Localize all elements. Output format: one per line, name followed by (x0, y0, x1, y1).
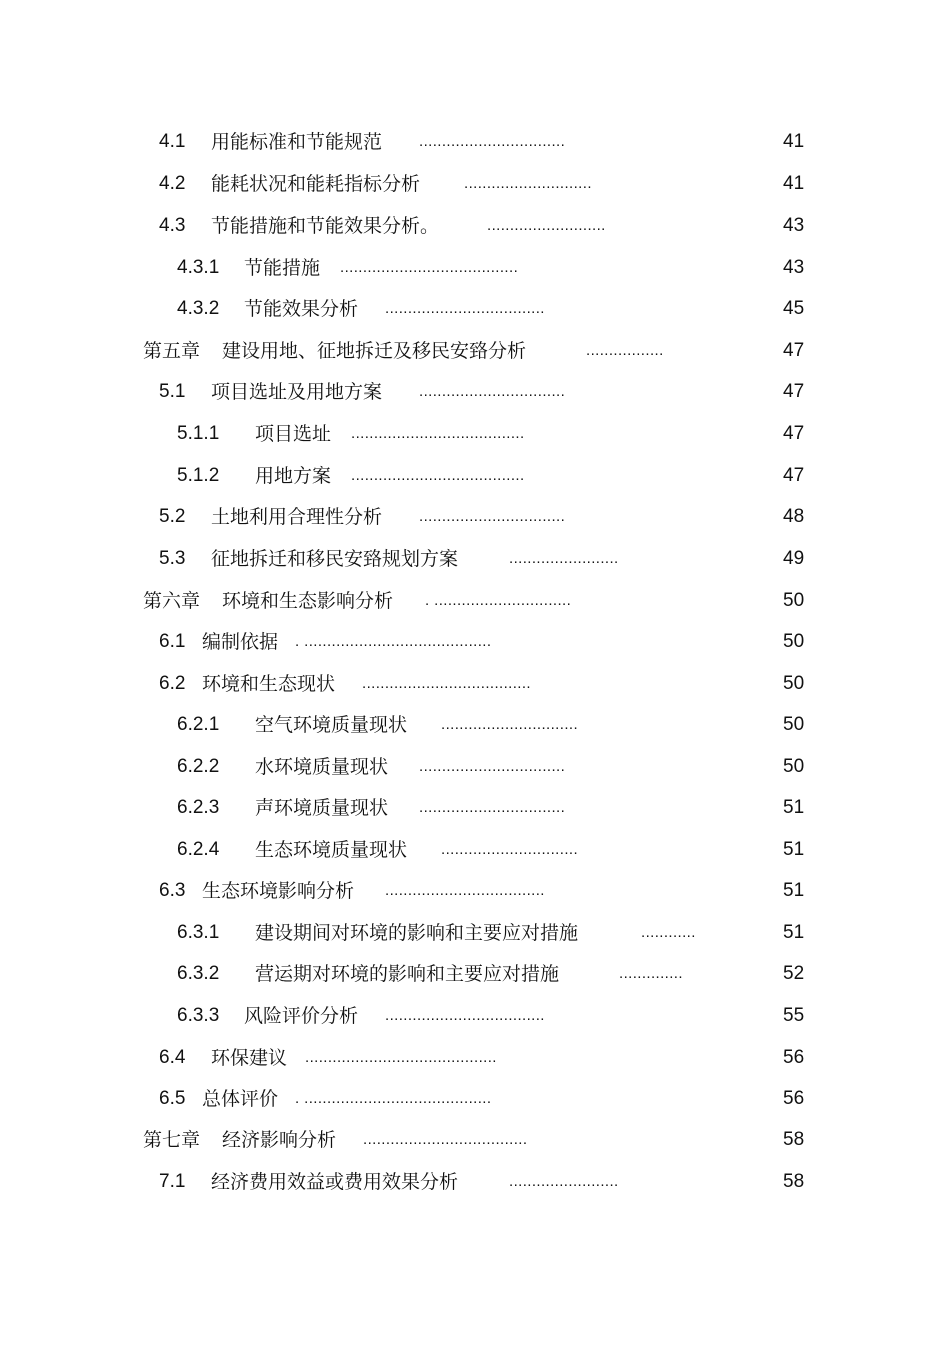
toc-page-number: 47 (783, 381, 805, 402)
toc-number: 6.5 (159, 1088, 186, 1109)
toc-number: 6.2.3 (177, 797, 220, 818)
toc-number: 5.1.2 (177, 465, 220, 486)
toc-title: 风险评价分析 (244, 1005, 359, 1027)
toc-leader-dots: ................................... (385, 882, 545, 899)
toc-number: 5.1 (159, 381, 186, 402)
toc-page-number: 47 (783, 423, 805, 444)
toc-number: 第六章 (143, 590, 201, 612)
toc-number: 5.2 (159, 506, 186, 527)
toc-number: 6.2.2 (177, 756, 220, 777)
toc-title: 项目选址及用地方案 (211, 381, 383, 403)
toc-title: 项目选址 (255, 423, 332, 445)
toc-page-number: 43 (783, 257, 805, 278)
toc-page-number: 51 (783, 839, 805, 860)
toc-title: 生态环境质量现状 (255, 839, 408, 861)
toc-page-number: 49 (783, 548, 805, 569)
toc-leader-dots: ..................................... (362, 675, 531, 692)
toc-number: 6.4 (159, 1047, 186, 1068)
toc-page-number: 51 (783, 922, 805, 943)
toc-leader-dots: . ......................................... (295, 633, 492, 650)
toc-title: 空气环境质量现状 (255, 714, 408, 736)
toc-page-number: 50 (783, 590, 805, 611)
toc-page-number: 45 (783, 298, 805, 319)
toc-page-number: 56 (783, 1088, 805, 1109)
toc-title: 土地利用合理性分析 (211, 506, 383, 528)
toc-leader-dots: ...................................... (351, 425, 525, 442)
toc-leader-dots: ................. (586, 342, 664, 359)
toc-number: 4.2 (159, 173, 186, 194)
toc-page-number: 41 (783, 131, 805, 152)
toc-title: 用地方案 (255, 465, 332, 487)
toc-leader-dots: .................................... (363, 1131, 528, 1148)
toc-leader-dots: ....................................... (340, 259, 519, 276)
toc-title: 环境和生态影响分析 (222, 590, 394, 612)
toc-leader-dots: ................................ (419, 758, 566, 775)
toc-title: 建设期间对环境的影响和主要应对措施 (255, 922, 579, 944)
toc-title: 环保建议 (211, 1047, 288, 1069)
toc-title: 营运期对环境的影响和主要应对措施 (255, 963, 560, 985)
toc-number: 第五章 (143, 340, 201, 362)
toc-number: 4.3.1 (177, 257, 220, 278)
toc-leader-dots: ................................ (419, 133, 566, 150)
toc-number: 4.1 (159, 131, 186, 152)
toc-number: 5.1.1 (177, 423, 220, 444)
toc-number: 6.2 (159, 673, 186, 694)
toc-page-number: 51 (783, 797, 805, 818)
toc-title: 征地拆迁和移民安臵规划方案 (211, 548, 459, 570)
toc-number: 6.3 (159, 880, 186, 901)
toc-leader-dots: ........................ (509, 1173, 619, 1190)
toc-page-number: 43 (783, 215, 805, 236)
toc-leader-dots: . ......................................... (295, 1090, 492, 1107)
toc-title: 经济费用效益或费用效果分析 (211, 1171, 459, 1193)
toc-page-number: 50 (783, 756, 805, 777)
toc-number: 6.2.1 (177, 714, 220, 735)
toc-leader-dots: ................................ (419, 383, 566, 400)
toc-page-number: 41 (783, 173, 805, 194)
toc-number: 6.1 (159, 631, 186, 652)
toc-title: 能耗状况和能耗指标分析 (211, 173, 421, 195)
toc-page-number: 56 (783, 1047, 805, 1068)
toc-leader-dots: .............................. (441, 716, 579, 733)
toc-number: 6.3.3 (177, 1005, 220, 1026)
toc-leader-dots: ...................................... (351, 467, 525, 484)
toc-page-number: 58 (783, 1171, 805, 1192)
toc-number: 4.3 (159, 215, 186, 236)
toc-leader-dots: ............................ (464, 175, 592, 192)
toc-leader-dots: ................................... (385, 1007, 545, 1024)
toc-title: 环境和生态现状 (202, 673, 336, 695)
toc-leader-dots: ............ (641, 924, 696, 941)
toc-title: 生态环境影响分析 (202, 880, 355, 902)
toc-number: 7.1 (159, 1171, 186, 1192)
toc-title: 经济影响分析 (222, 1129, 337, 1151)
toc-number: 4.3.2 (177, 298, 220, 319)
toc-title: 声环境质量现状 (255, 797, 389, 819)
toc-page-number: 51 (783, 880, 805, 901)
toc-number: 6.3.2 (177, 963, 220, 984)
toc-number: 6.3.1 (177, 922, 220, 943)
toc-page-number: 47 (783, 465, 805, 486)
toc-leader-dots: . .............................. (425, 592, 572, 609)
toc-page-number: 47 (783, 340, 805, 361)
toc-page-number: 48 (783, 506, 805, 527)
toc-page-number: 55 (783, 1005, 805, 1026)
toc-page-number: 50 (783, 631, 805, 652)
toc-leader-dots: .......................... (487, 217, 606, 234)
toc-title: 节能措施和节能效果分析。 (211, 215, 440, 237)
toc-number: 5.3 (159, 548, 186, 569)
toc-page-number: 58 (783, 1129, 805, 1150)
toc-title: 节能措施 (244, 257, 321, 279)
toc-title: 水环境质量现状 (255, 756, 389, 778)
toc-leader-dots: ................................... (385, 300, 545, 317)
toc-leader-dots: ................................ (419, 799, 566, 816)
toc-page-number: 50 (783, 673, 805, 694)
toc-title: 用能标准和节能规范 (211, 131, 383, 153)
toc-title: 节能效果分析 (244, 298, 359, 320)
toc-leader-dots: .............................. (441, 841, 579, 858)
toc-title: 建设用地、征地拆迁及移民安臵分析 (222, 340, 527, 362)
toc-leader-dots: .......................................... (305, 1049, 497, 1066)
toc-leader-dots: ........................ (509, 550, 619, 567)
toc-leader-dots: ................................ (419, 508, 566, 525)
toc-number: 6.2.4 (177, 839, 220, 860)
toc-title: 总体评价 (202, 1088, 279, 1110)
toc-page-number: 50 (783, 714, 805, 735)
toc-number: 第七章 (143, 1129, 201, 1151)
toc-title: 编制依据 (202, 631, 279, 653)
toc-leader-dots: .............. (619, 965, 683, 982)
toc-page-number: 52 (783, 963, 805, 984)
